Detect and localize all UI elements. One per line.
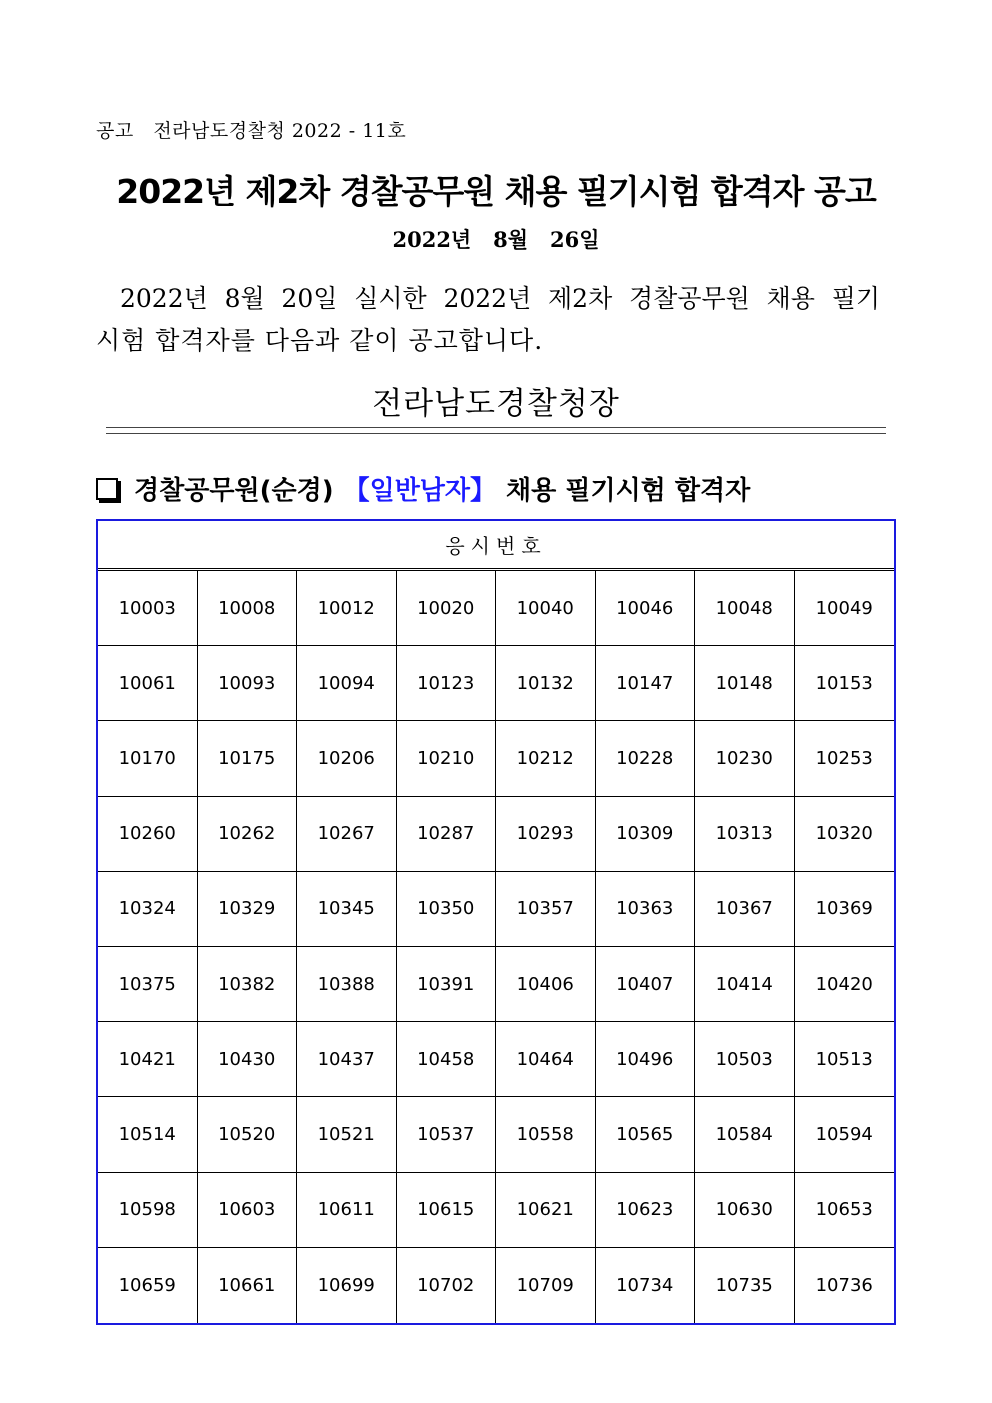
double-divider: [106, 427, 886, 434]
applicant-number-cell: 10603: [198, 1173, 298, 1248]
applicant-number-cell: 10615: [397, 1173, 497, 1248]
applicant-number-cell: 10537: [397, 1097, 497, 1172]
applicant-number-cell: 10736: [815, 1274, 873, 1296]
applicant-number-cell: 10699: [297, 1248, 397, 1323]
applicant-number-cell: 10558: [496, 1097, 596, 1172]
applicant-number-cell: 10093: [198, 646, 298, 721]
applicant-number-cell: 10094: [297, 646, 397, 721]
applicant-number-cell: 10212: [496, 721, 596, 796]
applicant-number-cell: 10267: [297, 797, 397, 872]
applicant-number-cell: 10702: [397, 1248, 497, 1323]
applicant-number-cell: 10008: [198, 571, 298, 646]
applicant-number-cell: 10357: [496, 872, 596, 947]
applicant-number-cell: 10414: [695, 947, 795, 1022]
applicant-number-cell: 10623: [596, 1173, 696, 1248]
applicant-number-cell: 10210: [397, 721, 497, 796]
applicant-number-cell: 10437: [297, 1022, 397, 1097]
applicant-number-cell: 10584: [695, 1097, 795, 1172]
announcement-body-line-1: 2022년 8월 20일 실시한 2022년 제2차 경찰공무원 채용 필기: [120, 284, 880, 313]
applicant-number-cell: 10313: [695, 797, 795, 872]
applicant-number-cell: 10735: [695, 1248, 795, 1323]
applicant-number-cell: 10147: [596, 646, 696, 721]
section-heading: [96, 470, 750, 506]
applicant-number-cell: 10521: [297, 1097, 397, 1172]
results-table: [96, 519, 896, 1325]
applicant-number-cell: 10621: [496, 1173, 596, 1248]
section-heading-highlight: 【일반남자】: [343, 475, 497, 506]
applicant-number-cell: 10132: [496, 646, 596, 721]
announcement-body: [96, 278, 880, 362]
applicant-number-cell: 10513: [795, 1022, 895, 1097]
applicant-number-cell: 10514: [98, 1097, 198, 1172]
applicant-number-cell: 10175: [198, 721, 298, 796]
applicant-number-cell: 10170: [98, 721, 198, 796]
applicant-number-cell: 10020: [397, 571, 497, 646]
section-heading-prefix: 경찰공무원(순경): [134, 475, 334, 506]
applicant-number-cell: 10406: [496, 947, 596, 1022]
applicant-number-cell: 10324: [98, 872, 198, 947]
applicant-number-cell: 10293: [496, 797, 596, 872]
applicant-number-cell: 10659: [98, 1248, 198, 1323]
applicant-number-grid: [98, 571, 894, 1323]
applicant-number-cell: 10309: [596, 797, 696, 872]
applicant-number-cell: 10320: [795, 797, 895, 872]
applicant-number-cell: 10565: [596, 1097, 696, 1172]
applicant-number-cell: 10458: [397, 1022, 497, 1097]
applicant-number-cell: 10630: [695, 1173, 795, 1248]
applicant-number-cell: 10611: [297, 1173, 397, 1248]
applicant-number-cell: 10653: [795, 1173, 895, 1248]
applicant-number-cell: 10407: [596, 947, 696, 1022]
applicant-number-cell: 10391: [397, 947, 497, 1022]
applicant-number-cell: 10230: [695, 721, 795, 796]
applicant-number-cell: 10206: [297, 721, 397, 796]
applicant-number-cell: 10709: [496, 1248, 596, 1323]
applicant-number-cell: 10598: [98, 1173, 198, 1248]
applicant-number-cell: 10003: [98, 571, 198, 646]
applicant-number-cell: 10350: [397, 872, 497, 947]
applicant-number-cell: 10520: [198, 1097, 298, 1172]
applicant-number-cell: 10048: [695, 571, 795, 646]
applicant-number-cell: 10430: [198, 1022, 298, 1097]
applicant-number-cell: 10148: [695, 646, 795, 721]
applicant-number-cell: 10367: [695, 872, 795, 947]
applicant-number-cell: 10228: [596, 721, 696, 796]
applicant-number-cell: 10369: [795, 872, 895, 947]
checkbox-icon: [96, 478, 118, 500]
applicant-number-cell: 10734: [596, 1248, 696, 1323]
applicant-number-cell: 10123: [397, 646, 497, 721]
applicant-number-cell: 10287: [397, 797, 497, 872]
applicant-number-cell: 10040: [496, 571, 596, 646]
applicant-number-cell: 10388: [297, 947, 397, 1022]
applicant-number-cell: 10012: [297, 571, 397, 646]
applicant-number-cell: 10363: [596, 872, 696, 947]
applicant-number-cell: 10345: [297, 872, 397, 947]
announcement-date: 2022년 8월 26일: [392, 227, 600, 252]
table-header: 응시번호: [98, 521, 894, 571]
applicant-number-cell: 10153: [795, 646, 895, 721]
applicant-number-cell: 10503: [695, 1022, 795, 1097]
applicant-number-cell: 10375: [98, 947, 198, 1022]
applicant-number-cell: 10464: [496, 1022, 596, 1097]
applicant-number-cell: 10049: [795, 571, 895, 646]
announcement-body-line-2: 시험 합격자를 다음과 같이 공고합니다.: [96, 326, 544, 355]
applicant-number-cell: 10382: [198, 947, 298, 1022]
applicant-number-cell: 10661: [198, 1248, 298, 1323]
applicant-number-cell: 10262: [198, 797, 298, 872]
applicant-number-cell: 10594: [795, 1097, 895, 1172]
applicant-number-cell: 10253: [795, 721, 895, 796]
issuing-authority: 전라남도경찰청장: [372, 386, 620, 422]
notice-number: 공고 전라남도경찰청 2022 - 11호: [96, 120, 407, 142]
applicant-number-cell: 10046: [596, 571, 696, 646]
section-heading-suffix: 채용 필기시험 합격자: [506, 475, 751, 506]
applicant-number-cell: 10329: [198, 872, 298, 947]
applicant-number-cell: 10061: [98, 646, 198, 721]
applicant-number-cell: 10260: [98, 797, 198, 872]
applicant-number-cell: 10496: [596, 1022, 696, 1097]
applicant-number-cell: 10421: [98, 1022, 198, 1097]
page-title: 2022년 제2차 경찰공무원 채용 필기시험 합격자 공고: [116, 172, 876, 211]
applicant-number-cell: 10420: [795, 947, 895, 1022]
